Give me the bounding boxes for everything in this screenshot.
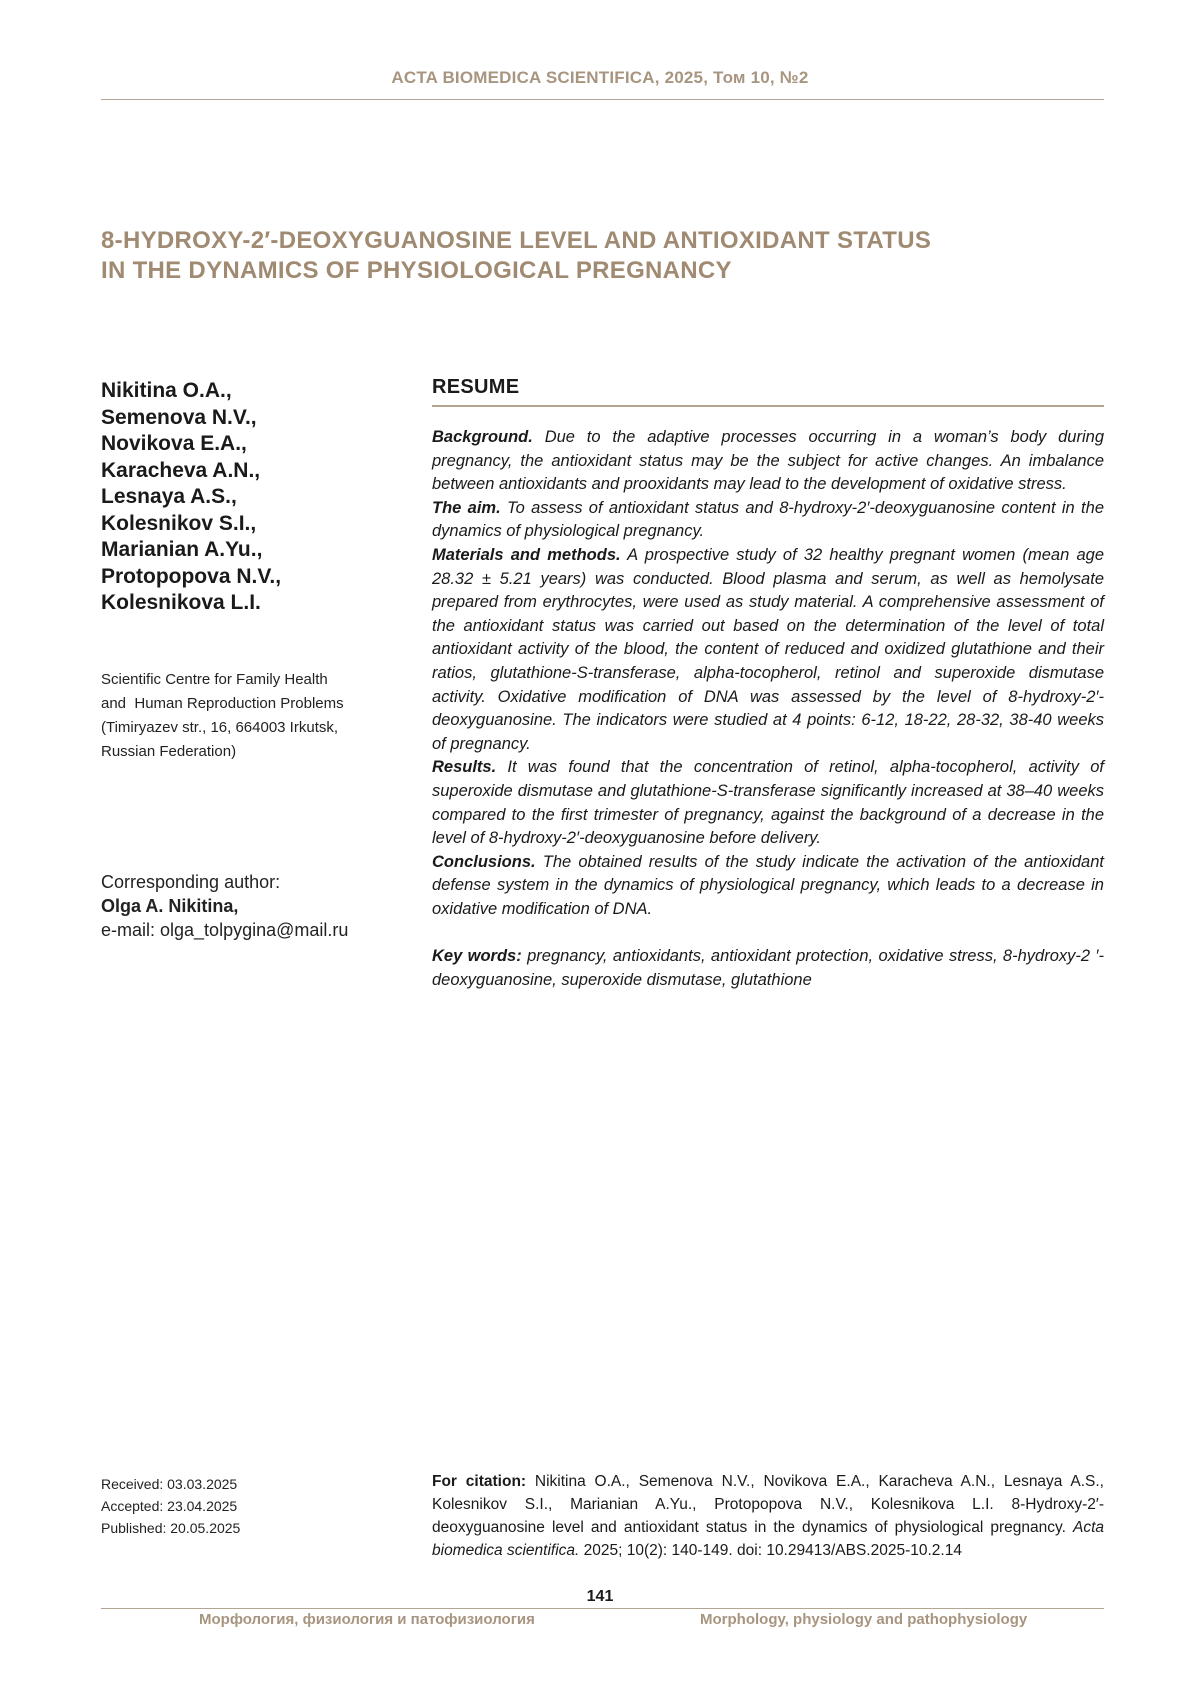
keywords-text: pregnancy, antioxidants, antioxidant protection, oxidative stress, 8-hydroxy-2 ′-deoxyguanosine, superoxide dismutase, glutathione — [432, 947, 1104, 989]
affiliation-line: and Human Reproduction Problems — [101, 695, 344, 712]
author: Karacheva A.N., — [101, 458, 261, 482]
corresponding-name: Olga A. Nikitina, — [101, 896, 239, 916]
abstract — [432, 426, 1104, 921]
citation-tail: 2025; 10(2): 140-149. doi: 10.29413/ABS.2025-10.2.14 — [579, 1542, 962, 1559]
abstract-text: It was found that the concentration of retinol, alpha-tocopherol, activity of superoxide dismutase and glutathione-S-transferase significantly increased at 38–40 weeks compared to the first trimester of pregnancy, against the background of a decrease in the level of 8-hydroxy-2′-deoxyguanosine before delivery. — [432, 758, 1104, 848]
abstract-label: Materials and methods. — [432, 545, 621, 564]
abstract-label: The aim. — [432, 498, 501, 517]
author: Kolesnikova L.I. — [101, 591, 261, 614]
author: Semenova N.V., — [101, 405, 257, 429]
abstract-label: Results. — [432, 758, 497, 777]
title-line: 8-HYDROXY-2′-DEOXYGUANOSINE LEVEL AND ANTIOXIDANT STATUS — [101, 227, 932, 254]
citation-journal: Acta biomedica scientifica. — [432, 1519, 1104, 1559]
corresponding-label: Corresponding author: — [101, 872, 281, 892]
author: Novikova E.A., — [101, 432, 247, 455]
author: Marianian A.Yu., — [101, 538, 263, 561]
author: Nikitina O.A., — [101, 379, 232, 402]
keywords — [432, 945, 1104, 992]
published-date: Published: 20.05.2025 — [101, 1520, 241, 1536]
affiliation-line: Russian Federation) — [101, 743, 237, 760]
keywords-label: Key words: — [432, 947, 522, 965]
abstract-label: Conclusions. — [432, 852, 536, 871]
citation-label: For citation: — [432, 1473, 527, 1490]
publication-dates — [101, 1473, 240, 1539]
page-number: 141 — [586, 1588, 614, 1605]
header-rule — [101, 99, 1104, 100]
abstract-text: The obtained results of the study indicate the activation of the antioxidant defense system in the dynamics of physiological pregnancy, which leads to a decrease in oxidative modification of DNA. — [432, 852, 1104, 918]
citation — [432, 1470, 1104, 1562]
affiliation-line: (Timiryazev str., 16, 664003 Irkutsk, — [101, 719, 339, 736]
footer-rule — [101, 1608, 1104, 1609]
abstract-paragraph — [432, 426, 1104, 497]
footer-section-ru: Морфология, физиология и патофизиология — [199, 1611, 535, 1628]
abstract-paragraph — [432, 851, 1104, 922]
abstract-text: A prospective study of 32 healthy pregnant women (mean age 28.32 ± 5.21 years) was conducted. Blood plasma and serum, as well as hemolysate prepared from erythrocytes, were used as study material. A comprehensive assessment of the antioxidant status was carried out based on the determination of the level of total antioxidant activity of the blood, the content of reduced and oxidized glutathione and their ratios, glutathione-S-transferase, alpha-tocopherol, retinol and superoxide dismutase activity. Oxidative modification of DNA was assessed by the level of 8-hydroxy-2′-deoxyguanosine. The indicators were studied at 4 points: 6-12, 18-22, 28-32, 38-40 weeks of pregnancy. — [432, 545, 1104, 753]
author-list — [101, 378, 401, 617]
article-title — [101, 226, 1101, 286]
citation-text: Nikitina O.A., Semenova N.V., Novikova E.A., Karacheva A.N., Lesnaya A.S., Kolesnikov S.I., Marianian A.Yu., Protopopova N.V., Kolesnikova L.I. 8-Hydroxy-2′-deoxyguanosine level and antioxidant status in the dynamics of physiological pregnancy. — [432, 1473, 1104, 1536]
author: Kolesnikov S.I., — [101, 511, 257, 535]
corresponding-email[interactable]: e-mail: olga_tolpygina@mail.ru — [101, 920, 349, 940]
resume-rule — [432, 405, 1104, 407]
abstract-text: Due to the adaptive processes occurring in a woman’s body during pregnancy, the antioxidant status may be the subject for active changes. An imbalance between antioxidants and prooxidants may lead to the development of oxidative stress. — [432, 428, 1104, 494]
abstract-paragraph — [432, 497, 1104, 544]
abstract-paragraph — [432, 756, 1104, 850]
resume-heading: RESUME — [432, 376, 520, 398]
affiliation-line: Scientific Centre for Family Health — [101, 671, 328, 688]
abstract-label: Background. — [432, 428, 533, 446]
footer-section-en: Morphology, physiology and pathophysiology — [700, 1611, 1028, 1628]
abstract-text: To assess of antioxidant status and 8-hydroxy-2′-deoxyguanosine content in the dynamics of physiological pregnancy. — [432, 498, 1104, 541]
running-head: ACTA BIOMEDICA SCIENTIFICA, 2025, Том 10, №2 — [391, 68, 809, 87]
received-date: Received: 03.03.2025 — [101, 1476, 238, 1492]
author: Lesnaya A.S., — [101, 485, 237, 508]
title-line: IN THE DYNAMICS OF PHYSIOLOGICAL PREGNANCY — [101, 257, 732, 284]
author: Protopopova N.V., — [101, 564, 282, 588]
abstract-paragraph — [432, 544, 1104, 756]
accepted-date: Accepted: 23.04.2025 — [101, 1498, 238, 1514]
affiliation — [101, 668, 391, 764]
corresponding-author — [101, 870, 391, 942]
